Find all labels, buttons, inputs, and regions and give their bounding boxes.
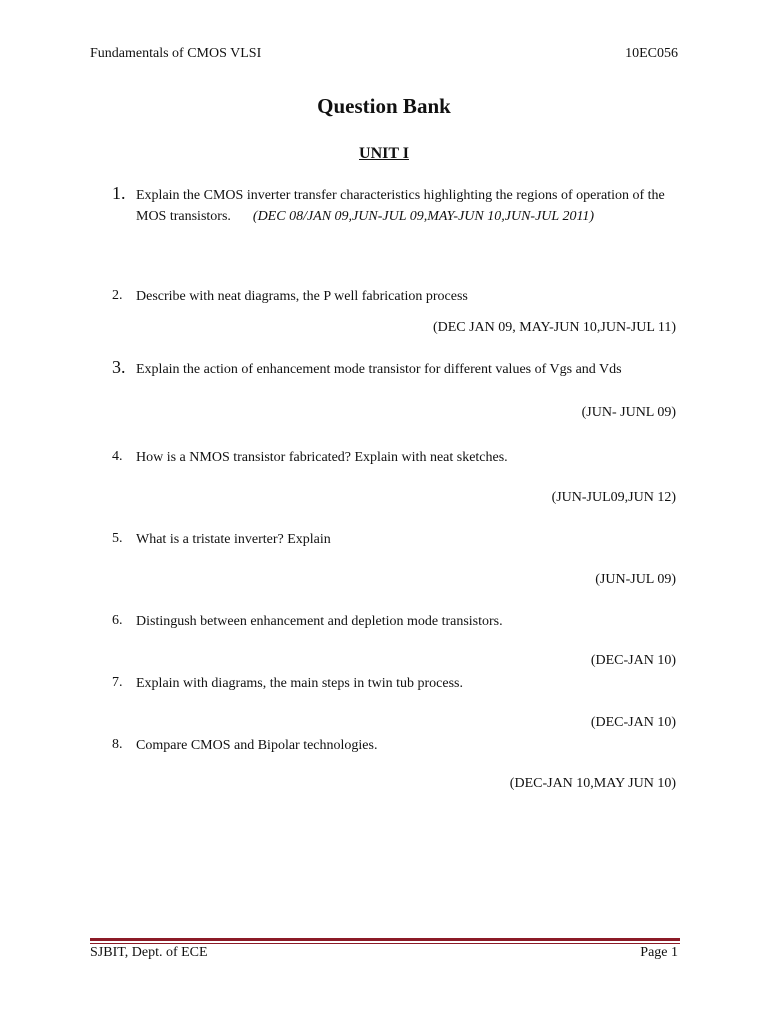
- course-title: Fundamentals of CMOS VLSI: [90, 46, 262, 61]
- page-title: Question Bank: [317, 94, 451, 118]
- question-number: 3.: [112, 357, 126, 377]
- question-number: 8.: [112, 737, 123, 752]
- question-session: (DEC-JAN 10,MAY JUN 10): [509, 776, 676, 791]
- question-session: (JUN- JUNL 09): [581, 405, 676, 420]
- question-text: Explain the action of enhancement mode transistor for different values of Vgs and Vds: [136, 362, 622, 377]
- question-text: [136, 185, 696, 227]
- question-number: 4.: [112, 449, 123, 464]
- question-text: Explain with diagrams, the main steps in twin tub process.: [136, 676, 464, 691]
- question-session: (JUN-JUL09,JUN 12): [551, 490, 676, 505]
- footer-rule-thin: [90, 943, 680, 944]
- course-code: 10EC056: [625, 46, 678, 61]
- question-number: 1.: [112, 183, 126, 203]
- question-session: (JUN-JUL 09): [595, 572, 676, 587]
- question-number: 2.: [112, 288, 123, 303]
- question-session: (DEC-JAN 10): [590, 715, 676, 730]
- question-text: Describe with neat diagrams, the P well fabrication process: [136, 289, 468, 304]
- question-text-body: Explain the CMOS inverter transfer characteristics highlighting the regions of operation of the MOS transistors.: [136, 188, 665, 224]
- question-session: (DEC 08/JAN 09,JUN-JUL 09,MAY-JUN 10,JUN-JUL 2011): [252, 209, 595, 224]
- question-number: 5.: [112, 531, 123, 546]
- question-number: 7.: [112, 675, 123, 690]
- page-number: Page 1: [640, 945, 678, 960]
- unit-heading: UNIT I: [359, 145, 409, 162]
- question-session: (DEC-JAN 10): [590, 653, 676, 668]
- question-session: (DEC JAN 09, MAY-JUN 10,JUN-JUL 11): [432, 320, 676, 335]
- footer-rule: [90, 938, 680, 941]
- question-number: 6.: [112, 613, 123, 628]
- footer-institution: SJBIT, Dept. of ECE: [90, 945, 208, 960]
- question-text: Compare CMOS and Bipolar technologies.: [136, 738, 378, 753]
- question-text: How is a NMOS transistor fabricated? Explain with neat sketches.: [136, 450, 508, 465]
- question-text: Distingush between enhancement and depletion mode transistors.: [136, 614, 503, 629]
- question-text: What is a tristate inverter? Explain: [136, 532, 331, 547]
